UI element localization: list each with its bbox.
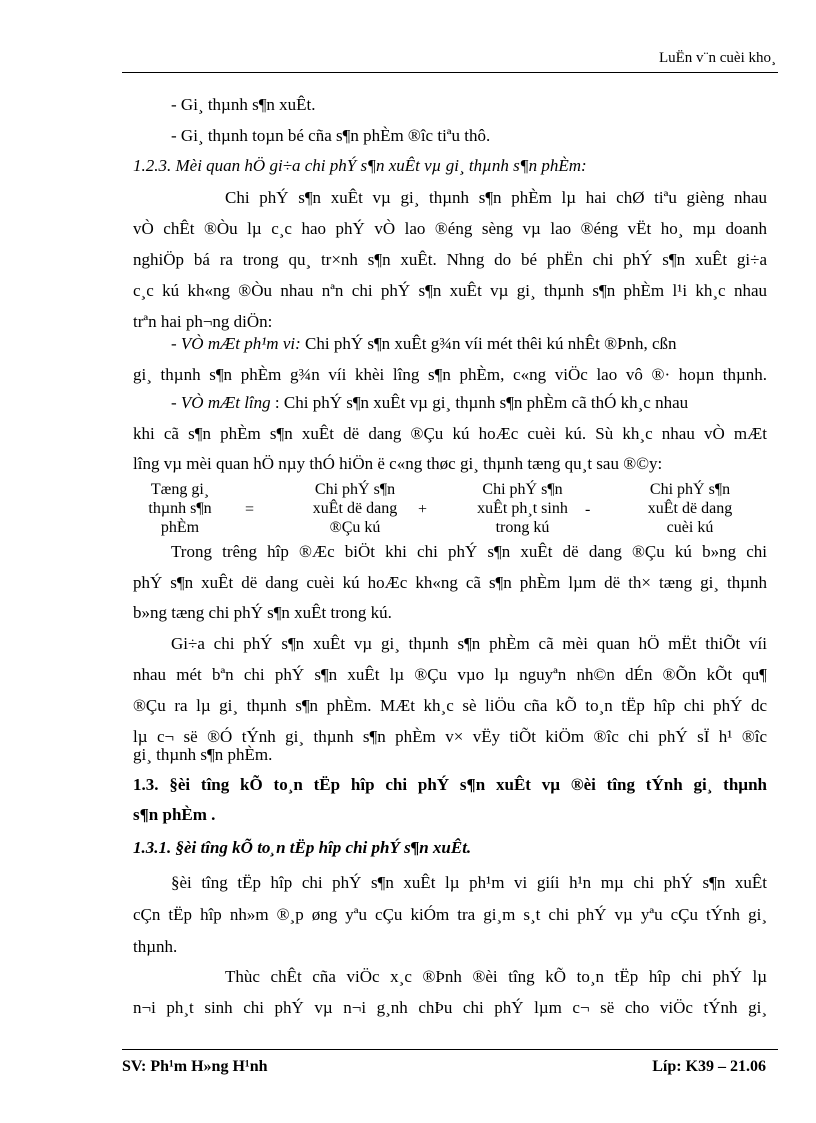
paragraph-line: nghiÖp bá ra trong qu¸ tr×nh s¶n xuÊt. Nhng do bé phËn chi phÝ s¶n xuÊt gi÷a bbox=[133, 250, 767, 269]
formula-plus: + bbox=[418, 501, 428, 518]
formula-minus: - bbox=[585, 501, 591, 518]
paragraph-line: gi¸ thµnh s¶n phÈm. bbox=[133, 745, 273, 764]
paragraph-line: c¸c kú kh«ng ®Òu nhau nªn chi phÝ s¶n xuÊt vµ gi¸ thµnh s¶n phÈm l¹i kh¸c nhau bbox=[133, 281, 767, 300]
paragraph-line: cÇn tËp hîp nh»m ®¸p øng yªu cÇu kiÓm tra gi¸m s¸t chi phÝ vµ yªu cÇu tÝnh gi¸ bbox=[133, 905, 767, 924]
formula-closing-wip bbox=[615, 480, 765, 537]
paragraph-line: §èi tîng tËp hîp chi phÝ s¶n xuÊt lµ ph¹m vi giíi h¹n mµ chi phÝ s¶n xuÊt bbox=[171, 873, 767, 892]
footer-rule bbox=[122, 1049, 778, 1050]
paragraph-text: Chi phÝ s¶n xuÊt g¾n víi mét thêi kú nhÊt ®Þnh, cßn bbox=[300, 334, 677, 353]
formula-text: Chi phÝ s¶n bbox=[482, 481, 563, 498]
formula-text: thµnh s¶n bbox=[148, 500, 212, 517]
section-heading: 1.2.3. Mèi quan hÖ gi÷a chi phÝ s¶n xuÊt vµ gi¸ thµnh s¶n phÈm: bbox=[133, 156, 587, 175]
paragraph-line: phÝ s¶n xuÊt dë dang cuèi kú hoÆc kh«ng cã s¶n phÈm lµm dë th× tæng gi¸ thµnh bbox=[133, 573, 767, 592]
cost-formula bbox=[130, 480, 770, 542]
header-rule bbox=[122, 72, 778, 73]
formula-text: Tæng gi¸ bbox=[150, 481, 210, 498]
formula-text: cuèi kú bbox=[666, 519, 714, 536]
formula-total-cost bbox=[130, 480, 230, 537]
paragraph-line: b»ng tæng chi phÝ s¶n xuÊt trong kú. bbox=[133, 603, 392, 622]
paragraph-text: : Chi phÝ s¶n xuÊt vµ gi¸ thµnh s¶n phÈm cã thÓ kh¸c nhau bbox=[270, 393, 689, 412]
footer-student-name: SV: Ph¹m H»ng H¹nh bbox=[122, 1058, 268, 1075]
paragraph-line: n¬i ph¸t sinh chi phÝ vµ n¬i g¸nh chÞu chi phÝ lµm c¬ së cho viÖc tÝnh gi¸ bbox=[133, 998, 767, 1017]
section-heading: s¶n phÈm . bbox=[133, 805, 216, 824]
list-dash: - bbox=[171, 334, 181, 353]
paragraph-line: trªn hai ph¬ng diÖn: bbox=[133, 312, 273, 331]
formula-text: xuÊt dë dang bbox=[312, 500, 398, 517]
formula-text: trong kú bbox=[495, 519, 550, 536]
paragraph-line bbox=[171, 334, 676, 354]
list-dash: - bbox=[171, 393, 181, 412]
formula-equals: = bbox=[245, 501, 255, 518]
formula-text: Chi phÝ s¶n bbox=[314, 481, 396, 498]
paragraph-line: nhau mét bªn chi phÝ s¶n xuÊt lµ ®Çu vµo lµ nguyªn nh©n dÉn ®Õn kÕt qu¶ bbox=[133, 665, 767, 684]
formula-incurred bbox=[440, 480, 605, 537]
header-title: LuËn v¨n cuèi kho¸ bbox=[658, 50, 776, 66]
paragraph-line: Chi phÝ s¶n xuÊt vµ gi¸ thµnh s¶n phÈm lµ hai chØ tiªu gièng nhau bbox=[225, 188, 767, 207]
paragraph-line: thµnh. bbox=[133, 937, 178, 956]
formula-text: Chi phÝ s¶n bbox=[649, 481, 731, 498]
formula-text: xuÊt ph¸t sinh bbox=[477, 500, 568, 517]
paragraph-line: lµ c¬ së ®Ó tÝnh gi¸ thµnh s¶n phÈm v× vËy tiÕt kiÖm ®îc chi phÝ sÏ h¹ ®îc bbox=[133, 727, 767, 746]
formula-opening-wip bbox=[275, 480, 435, 537]
paragraph-line: lîng vµ mèi quan hÖ nµy thÓ hiÖn ë c«ng thøc gi¸ thµnh tæng qu¸t sau ®©y: bbox=[133, 454, 663, 473]
term-quantity: VÒ mÆt lîng bbox=[180, 393, 271, 412]
paragraph-line: vÒ chÊt ®Òu lµ c¸c hao phÝ vÒ lao ®éng sèng vµ lao ®éng vËt ho¸ mµ doanh bbox=[133, 219, 767, 238]
footer-class: Líp: K39 – 21.06 bbox=[652, 1058, 766, 1075]
paragraph-line: gi¸ thµnh s¶n phÈm g¾n víi khèi lîng s¶n phÈm, c«ng viÖc lao vô ®· hoµn thµnh. bbox=[133, 365, 767, 384]
term-scope: VÒ mÆt ph¹m vi: bbox=[180, 334, 301, 353]
paragraph-line: Thùc chÊt cña viÖc x¸c ®Þnh ®èi tîng kÕ to¸n tËp hîp chi phÝ lµ bbox=[225, 967, 767, 986]
formula-text: xuÊt dë dang bbox=[647, 500, 733, 517]
paragraph-line: Trong trêng hîp ®Æc biÖt khi chi phÝ s¶n xuÊt dë dang ®Çu kú b»ng chi bbox=[171, 542, 767, 561]
paragraph-line: khi cã s¶n phÈm s¶n xuÊt dë dang ®Çu kú hoÆc cuèi kú. Sù kh¸c nhau vÒ mÆt bbox=[133, 424, 767, 443]
section-heading: 1.3. §èi tîng kÕ to¸n tËp hîp chi phÝ s¶n xuÊt vµ ®èi tîng tÝnh gi¸ thµnh bbox=[133, 775, 767, 794]
formula-text: ®Çu kú bbox=[329, 519, 381, 536]
paragraph-line bbox=[171, 393, 688, 413]
paragraph-line: - Gi¸ thµnh s¶n xuÊt. bbox=[171, 95, 316, 114]
paragraph-line: Gi÷a chi phÝ s¶n xuÊt vµ gi¸ thµnh s¶n phÈm cã mèi quan hÖ mËt thiÕt víi bbox=[171, 634, 767, 653]
paragraph-line: - Gi¸ thµnh toµn bé cña s¶n phÈm ®îc tiªu thô. bbox=[171, 126, 491, 145]
formula-text: phÈm bbox=[160, 519, 200, 536]
paragraph-line: ®Çu ra lµ gi¸ thµnh s¶n phÈm. MÆt kh¸c sè liÖu cña kÕ to¸n tËp hîp chi phÝ dc bbox=[133, 696, 767, 715]
subsection-heading: 1.3.1. §èi tîng kÕ to¸n tËp hîp chi phÝ s¶n xuÊt. bbox=[133, 838, 472, 857]
